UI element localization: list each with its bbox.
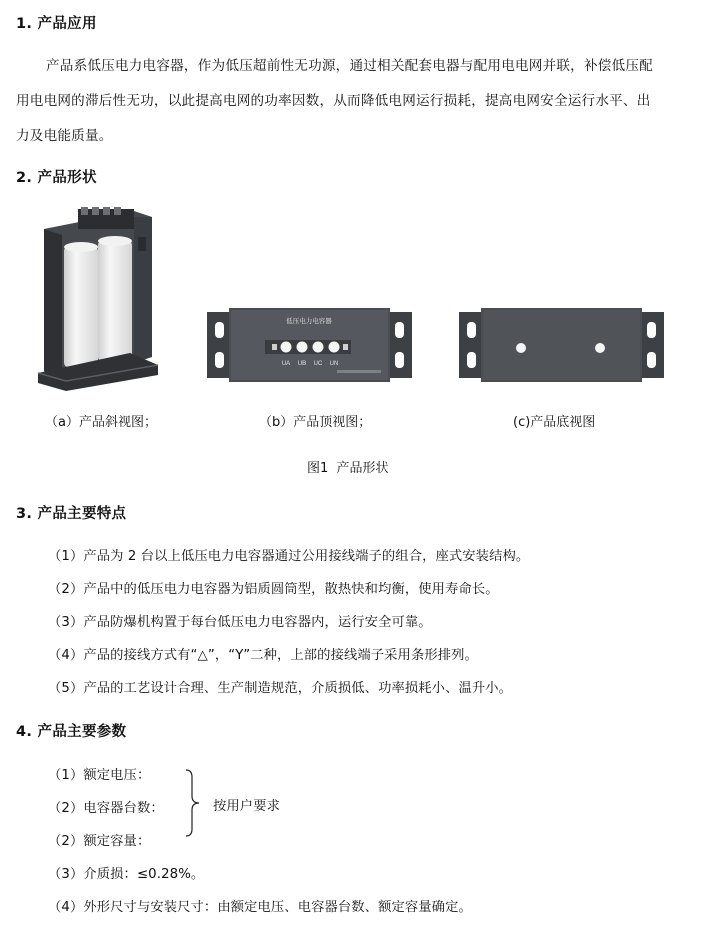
figure-a-caption: （a）产品斜视图； xyxy=(45,415,157,430)
feature-item: （2）产品中的低压电力电容器为铝质圆筒型，散热快和均衡，使用寿命长。 xyxy=(48,582,499,597)
section-heading-features: 3. 产品主要特点 xyxy=(16,506,127,522)
section-heading-application: 1. 产品应用 xyxy=(16,16,97,32)
product-bottom-view-image xyxy=(459,308,664,382)
parameter-item: （3）介质损：≤0.28%。 xyxy=(48,867,205,882)
terminal-label-un: UN xyxy=(329,361,339,367)
panel-small-print xyxy=(337,370,381,373)
parameter-item: （2）额定容量： xyxy=(48,834,151,849)
product-top-view-image xyxy=(207,308,412,382)
section-heading-parameters: 4. 产品主要参数 xyxy=(16,724,127,740)
terminal-label-ub: UB xyxy=(297,361,307,367)
application-paragraph xyxy=(16,49,696,154)
section-heading-shape: 2. 产品形状 xyxy=(16,170,97,186)
product-oblique-view-image xyxy=(34,207,162,391)
panel-title: 低压电力电容器 xyxy=(286,318,332,325)
terminal-label-uc: UC xyxy=(313,361,323,367)
parameter-item: （1）额定电压： xyxy=(48,768,151,783)
paragraph-line: 力及电能质量。 xyxy=(16,128,113,144)
paragraph-line: 用电电网的滞后性无功，以此提高电网的功率因数，从而降低电网运行损耗，提高电网安全运行水平、出 xyxy=(16,93,651,109)
terminal-label-ua: UA xyxy=(281,361,291,367)
figure-b-caption: （b）产品顶视图； xyxy=(259,415,372,430)
paragraph-line: 产品系低压电力电容器，作为低压超前性无功源，通过相关配套电器与配用电电网并联，补偿低压配 xyxy=(46,58,653,74)
brace-note: 按用户要求 xyxy=(213,799,280,814)
feature-item: （3）产品防爆机构置于每台低压电力电容器内，运行安全可靠。 xyxy=(48,615,432,630)
parameter-item: （2）电容器台数： xyxy=(48,801,164,816)
figure-caption: 图1 产品形状 xyxy=(307,461,389,476)
parameter-item: （4）外形尺寸与安装尺寸：由额定电压、电容器台数、额定容量确定。 xyxy=(48,900,472,915)
feature-item: （5）产品的工艺设计合理、生产制造规范，介质损低、功率损耗小、温升小。 xyxy=(48,681,513,696)
figure-c-caption: (c)产品底视图 xyxy=(513,415,596,430)
curly-brace-icon xyxy=(184,769,202,837)
feature-item: （4）产品的接线方式有“△”，“Y”二种，上部的接线端子采用条形排列。 xyxy=(48,648,478,663)
feature-item: （1）产品为 2 台以上低压电力电容器通过公用接线端子的组合，座式安装结构。 xyxy=(48,549,530,564)
